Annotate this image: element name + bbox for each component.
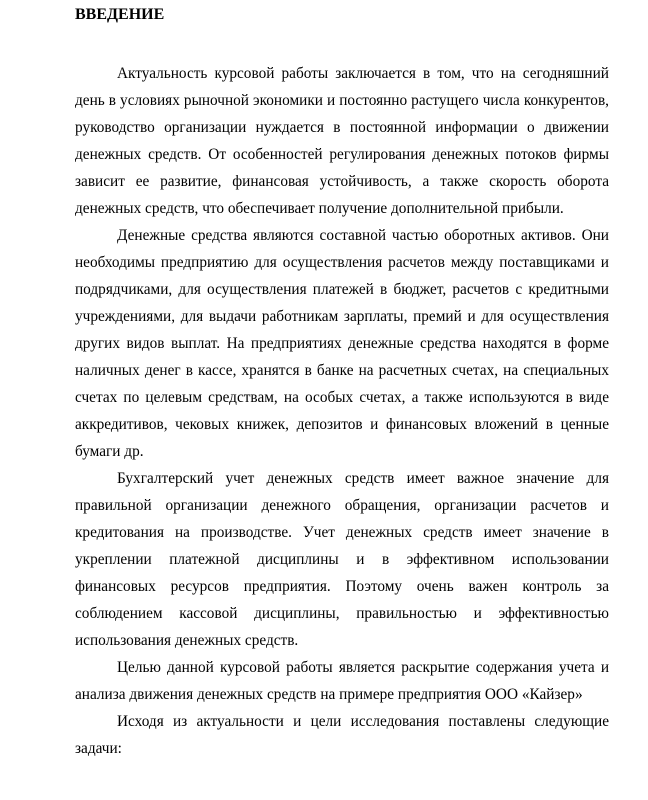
document-body [75, 60, 609, 762]
paragraph-cash-assets: Денежные средства являются составной частью оборотных активов. Они необходимы предприятию для осуществления расчетов между поставщиками и подрядчиками, для осуществления платежей в бюджет, расчетов с кредитными учреждениями, для выдачи работникам зарплаты, премий и для осуществления других видов выплат. На предприятиях денежные средства находятся в форме наличных денег в кассе, хранятся в банке на расчетных счетах, на специальных счетах по целевым средствам, на особых счетах, а также используются в виде аккредитивов, чековых книжек, депозитов и финансовых вложений в ценные бумаги др. [75, 227, 609, 460]
paragraph-relevance: Актуальность курсовой работы заключается в том, что на сегодняшний день в условиях рыночной экономики и постоянно растущего числа конкурентов, руководство организации нуждается в постоянной информации о движении денежных средств. От особенностей регулирования денежных потоков фирмы зависит ее развитие, финансовая устойчивость, а также скорость оборота денежных средств, что обеспечивает получение дополнительной прибыли. [75, 65, 609, 217]
paragraph-accounting: Бухгалтерский учет денежных средств имеет важное значение для правильной организации денежного обращения, организации расчетов и кредитования на производстве. Учет денежных средств имеет значение в укреплении платежной дисциплины и в эффективном использовании финансовых ресурсов предприятия. Поэтому очень важен контроль за соблюдением кассовой дисциплины, правильностью и эффективностью использования денежных средств. [75, 470, 609, 649]
paragraph-goal: Целью данной курсовой работы является раскрытие содержания учета и анализа движения денежных средств на примере предприятия ООО «Кайзер» [75, 659, 609, 703]
section-heading: ВВЕДЕНИЕ [75, 6, 165, 23]
paragraph-tasks: Исходя из актуальности и цели исследования поставлены следующие задачи: [75, 713, 609, 757]
